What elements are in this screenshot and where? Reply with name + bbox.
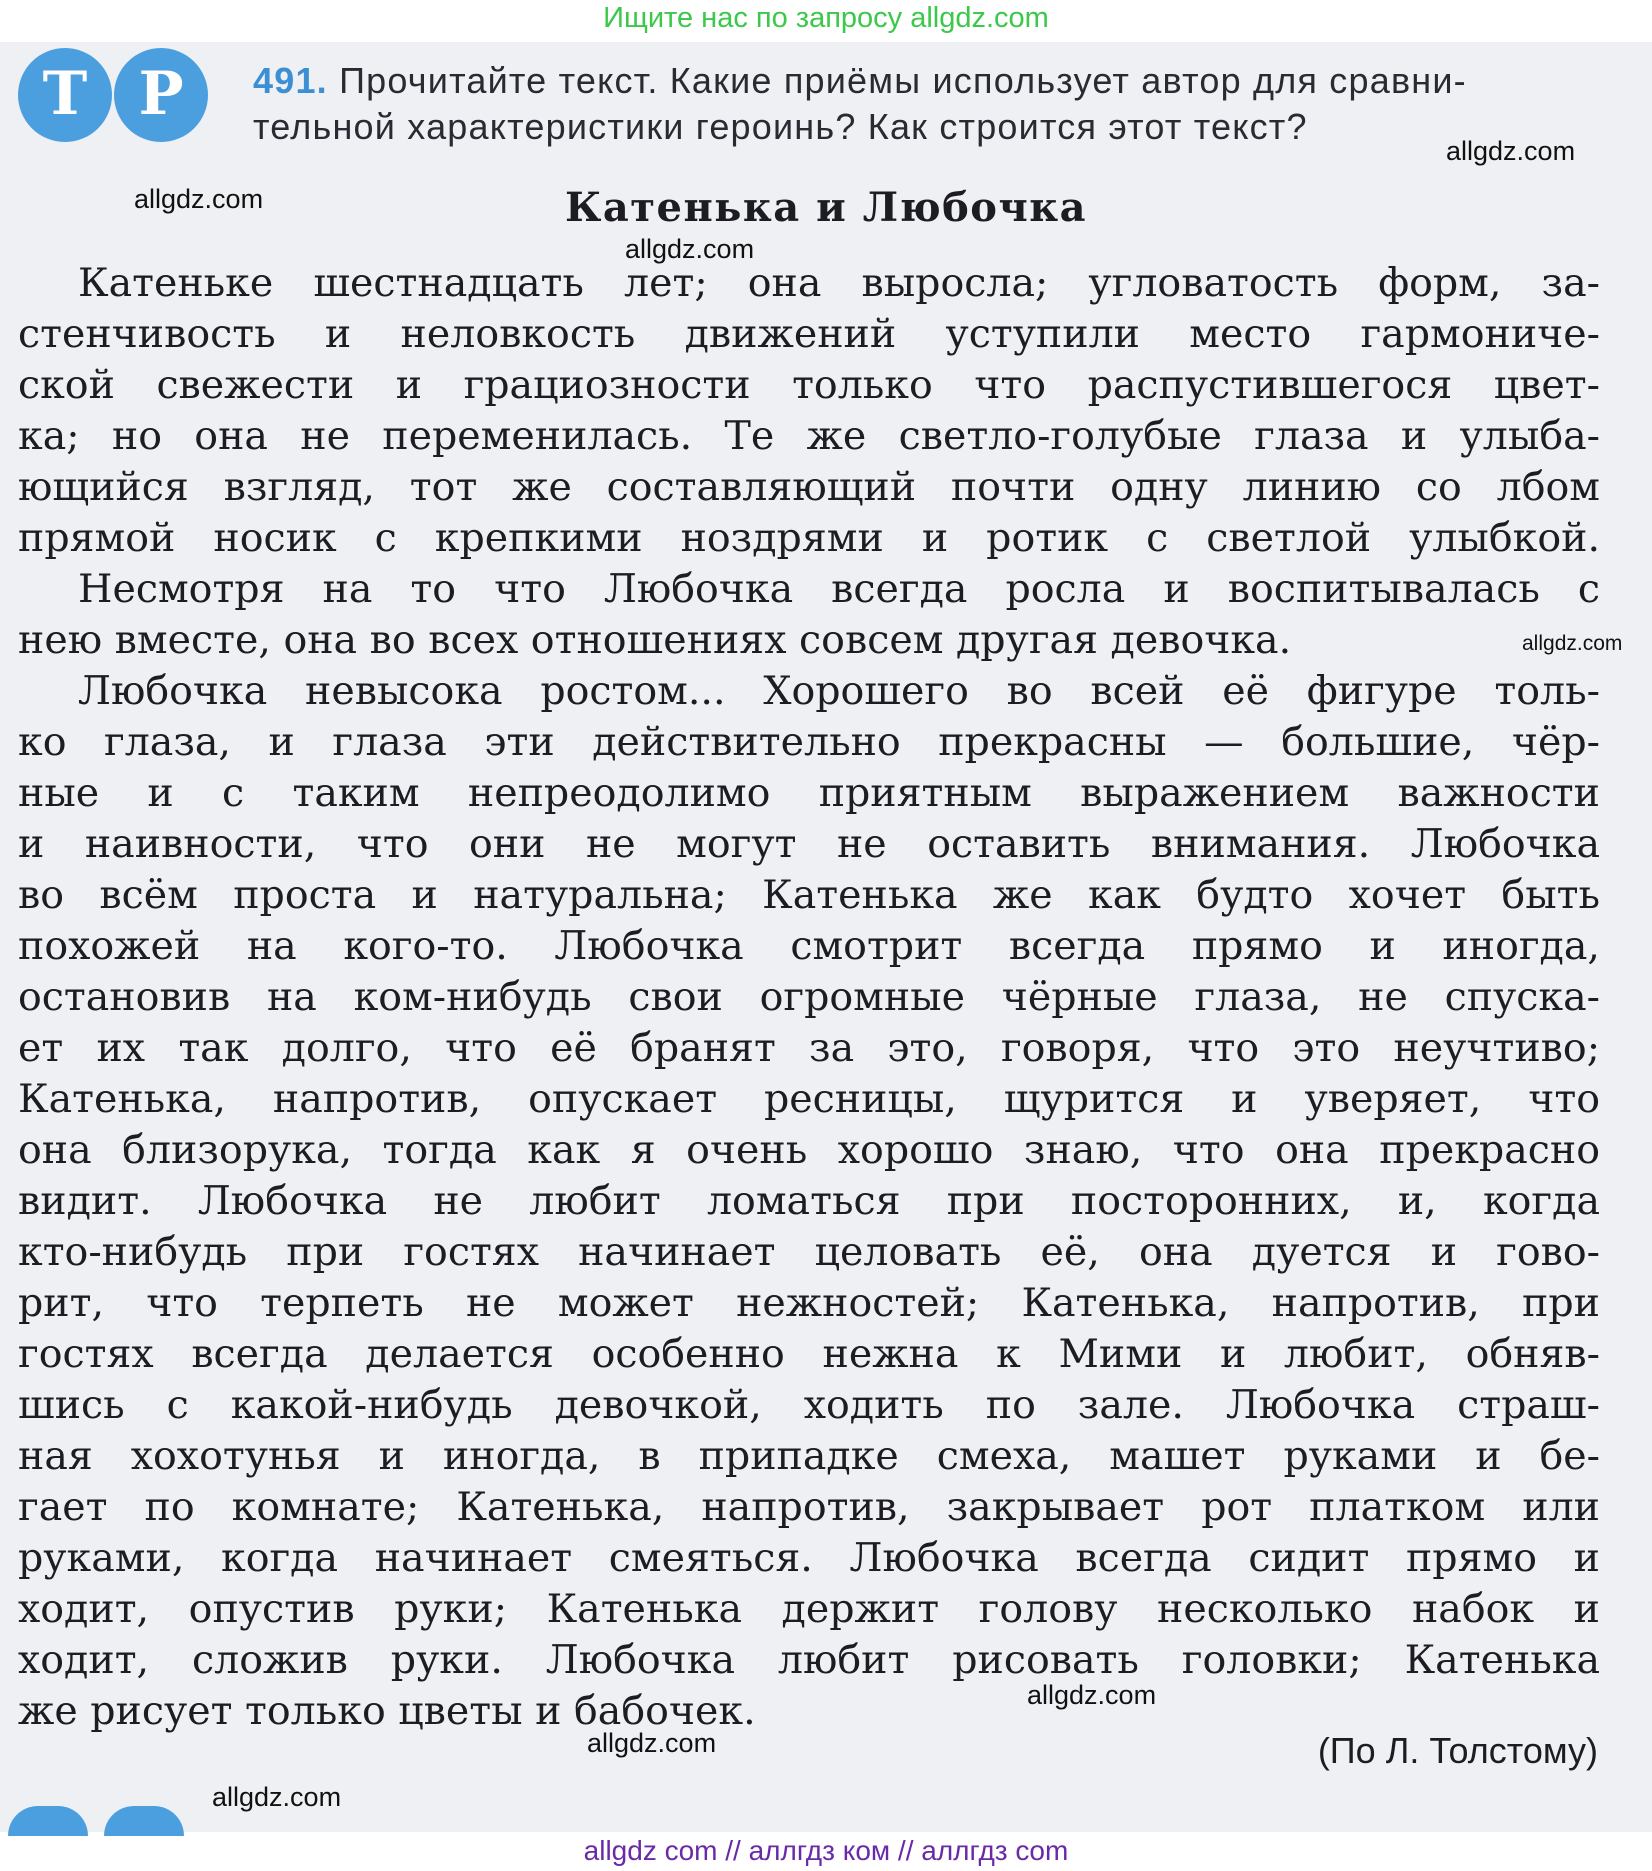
text-line: Любочка невысока ростом... Хорошего во всей её фигуре толь-: [78, 668, 1600, 714]
text-line: ской свежести и грациозности только что распустившегося цвет-: [18, 362, 1600, 408]
text-line: остановив на ком-нибудь свои огромные чёрные глаза, не спуска-: [18, 974, 1600, 1020]
text-line: ко глаза, и глаза эти действительно прекрасны — большие, чёр-: [18, 719, 1600, 765]
text-line: стенчивость и неловкость движений уступили место гармониче-: [18, 311, 1600, 357]
watermark: allgdz.com: [212, 1782, 342, 1812]
text-line: ет их так долго, что её бранят за это, говоря, что это неучтиво;: [18, 1025, 1600, 1071]
watermark: allgdz.com: [134, 184, 264, 214]
text-line: и наивности, что они не могут не оставить внимания. Любочка: [18, 821, 1600, 867]
watermark: allgdz.com: [625, 234, 755, 264]
text-line: ка; но она не переменилась. Те же светло-голубые глаза и улыба-: [18, 413, 1600, 459]
text-line: ющийся взгляд, тот же составляющий почти одну линию со лбом: [18, 464, 1600, 510]
text-line: она близорука, тогда как я очень хорошо знаю, что она прекрасно: [18, 1127, 1600, 1173]
text-line: ходит, сложив руки. Любочка любит рисовать головки; Катенька: [18, 1637, 1600, 1683]
text-line: руками, когда начинает смеяться. Любочка всегда сидит прямо и: [18, 1535, 1600, 1581]
text-line: кто-нибудь при гостях начинает целовать её, она дуется и гово-: [18, 1229, 1600, 1275]
text-line: ходит, опустив руки; Катенька держит голову несколько набок и: [18, 1586, 1600, 1632]
text-line: видит. Любочка не любит ломаться при посторонних, и, когда: [18, 1178, 1600, 1224]
source-attribution: (По Л. Толстому): [1317, 1730, 1598, 1771]
text-line: во всём проста и натуральна; Катенька же как будто хочет быть: [18, 872, 1600, 918]
badge-r-icon: Р: [114, 48, 208, 142]
watermark: allgdz.com: [587, 1728, 717, 1758]
text-line: гает по комнате; Катенька, напротив, закрывает рот платком или: [18, 1484, 1600, 1530]
main-text: [18, 258, 1600, 1737]
text-line: Катеньке шестнадцать лет; она выросла; угловатость форм, за-: [78, 260, 1600, 306]
text-line: прямой носик с крепкими ноздрями и ротик с светлой улыбкой.: [18, 515, 1600, 561]
task-number: 491.: [253, 60, 328, 101]
text-line: нею вместе, она во всех отношениях совсем другая девочка.: [18, 617, 1292, 663]
badge-t-icon: Т: [18, 48, 112, 142]
watermark: allgdz.com: [1027, 1680, 1157, 1710]
watermark: allgdz.com: [1446, 136, 1576, 166]
text-line: ная хохотунья и иногда, в припадке смеха, машет руками и бе-: [18, 1433, 1600, 1479]
task-instruction: [253, 58, 1603, 150]
text-line: же рисует только цветы и бабочек.: [18, 1688, 756, 1734]
text-line: шись с какой-нибудь девочкой, ходить по зале. Любочка страш-: [18, 1382, 1600, 1428]
bottom-banner: allgdz com // аллгдз ком // аллгдз com: [583, 1835, 1069, 1866]
watermark: allgdz.com: [1522, 632, 1623, 655]
task-line-2: тельной характеристики героинь? Как строится этот текст?: [253, 106, 1308, 147]
text-line: Несмотря на то что Любочка всегда росла и воспитывалась с: [78, 566, 1600, 612]
text-line: гостях всегда делается особенно нежна к Мими и любит, обняв-: [18, 1331, 1600, 1377]
text-line: ные и с таким непреодолимо приятным выражением важности: [18, 770, 1600, 816]
text-line: Катенька, напротив, опускает ресницы, щурится и уверяет, что: [18, 1076, 1600, 1122]
text-line: рит, что терпеть не может нежностей; Катенька, напротив, при: [18, 1280, 1600, 1326]
task-line-1: Прочитайте текст. Какие приёмы использует автор для сравни-: [339, 60, 1467, 101]
text-line: похожей на кого-то. Любочка смотрит всегда прямо и иногда,: [18, 923, 1600, 969]
text-title: Катенька и Любочка: [564, 184, 1088, 231]
top-banner: Ищите нас по запросу allgdz.com: [603, 2, 1049, 34]
